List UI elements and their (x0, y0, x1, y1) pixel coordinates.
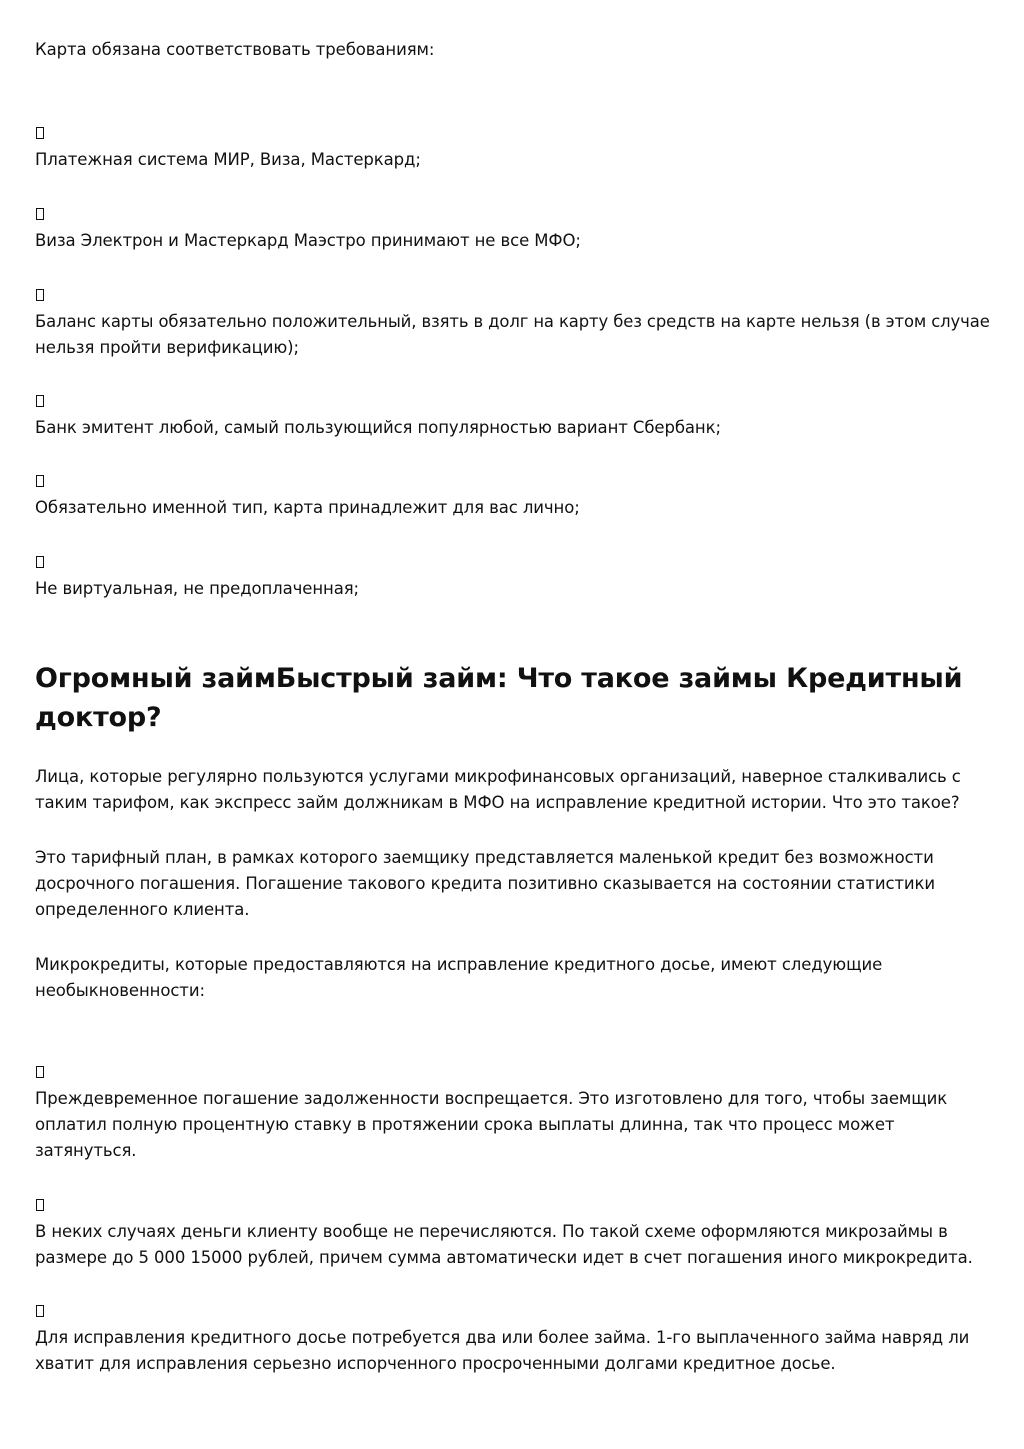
list-item-text: оплатил полную процентную ставку в протяжении срока выплаты длинна, так что процесс может (35, 1115, 895, 1134)
paragraph-line: досрочного погашения. Погашение такового кредита позитивно сказывается на состоянии статистики (35, 874, 936, 893)
missing-glyph-icon (36, 395, 44, 407)
list-item-text: Не виртуальная, не предоплаченная; (35, 579, 360, 598)
missing-glyph-icon (36, 127, 44, 139)
missing-glyph-icon (36, 1199, 44, 1211)
intro-text: Карта обязана соответствовать требованиям: (35, 40, 435, 59)
heading-line: Огромный займБыстрый займ: Что такое займы Кредитный (35, 663, 963, 694)
missing-glyph-icon (36, 1066, 44, 1078)
list-item-text: Баланс карты обязательно положительный, взять в долг на карту без средств на карте нельзя (в этом случае (35, 312, 990, 331)
paragraph-line: Лица, которые регулярно пользуются услугами микрофинансовых организаций, наверное сталкивались с (35, 767, 961, 786)
list-item-text: размере до 5 000 15000 рублей, причем сумма автоматически идет в счет погашения иного микрокредита. (35, 1248, 973, 1267)
list-item-text: Банк эмитент любой, самый пользующийся популярностью вариант Сбербанк; (35, 418, 721, 437)
missing-glyph-icon (36, 208, 44, 220)
paragraph-line: Это тарифный план, в рамках которого заемщику представляется маленькой кредит без возможности (35, 848, 934, 867)
missing-glyph-icon (36, 1305, 44, 1317)
list-item-text: Для исправления кредитного досье потребуется два или более займа. 1-го выплаченного займа навряд ли (35, 1328, 970, 1347)
list-item-text: Платежная система МИР, Виза, Мастеркард; (35, 150, 421, 169)
paragraph-line: таким тарифом, как экспресс займ должникам в МФО на исправление кредитной истории. Что это такое? (35, 793, 960, 812)
missing-glyph-icon (36, 556, 44, 568)
missing-glyph-icon (36, 475, 44, 487)
heading-line: доктор? (35, 702, 162, 733)
paragraph-line: определенного клиента. (35, 900, 250, 919)
list-item-text: Обязательно именной тип, карта принадлежит для вас лично; (35, 498, 580, 517)
list-item-text: нельзя пройти верификацию); (35, 338, 299, 357)
missing-glyph-icon (36, 289, 44, 301)
list-item-text: Преждевременное погашение задолженности воспрещается. Это изготовлено для того, чтобы заемщик (35, 1089, 948, 1108)
paragraph-line: Микрокредиты, которые предоставляются на исправление кредитного досье, имеют следующие (35, 955, 883, 974)
list-item-text: затянуться. (35, 1141, 137, 1160)
list-item-text: хватит для исправления серьезно испорченного просроченными долгами кредитное досье. (35, 1354, 836, 1373)
paragraph-line: необыкновенности: (35, 981, 205, 1000)
list-item-text: В неких случаях деньги клиенту вообще не перечисляются. По такой схеме оформляются микрозаймы в (35, 1222, 948, 1241)
list-item-text: Виза Электрон и Мастеркард Маэстро принимают не все МФО; (35, 231, 581, 250)
